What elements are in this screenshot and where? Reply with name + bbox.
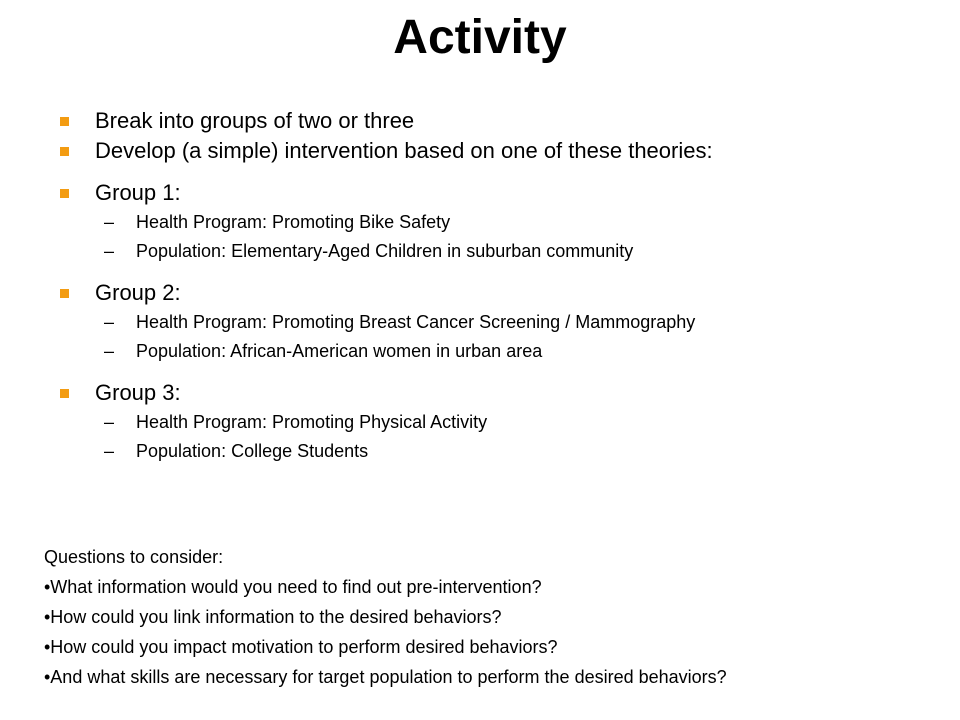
dash-bullet: – [104,212,115,232]
sub-list-item [60,337,940,366]
square-bullet-icon [60,147,69,156]
slide-title: Activity [393,11,567,64]
square-bullet-icon [60,389,69,398]
questions-heading: Questions to consider: [44,547,224,567]
dash-bullet: – [104,312,115,332]
questions-box [44,542,924,692]
sub-list-item [60,408,940,437]
group-population: Population: African-American women in urban area [136,341,543,361]
group-label: Group 1: [95,180,181,205]
group-program: Health Program: Promoting Breast Cancer Screening / Mammography [136,312,696,332]
group-heading [60,278,940,308]
dash-bullet: – [104,341,115,361]
question-item: •How could you link information to the desired behaviors? [44,607,502,627]
group-label: Group 3: [95,380,181,405]
group-label: Group 2: [95,280,181,305]
square-bullet-icon [60,117,69,126]
dash-bullet: – [104,241,115,261]
question-item: •And what skills are necessary for target population to perform the desired behaviors? [44,667,727,687]
square-bullet-icon [60,189,69,198]
group-program: Health Program: Promoting Bike Safety [136,212,451,232]
question-item: •How could you impact motivation to perform desired behaviors? [44,637,558,657]
list-item [60,106,940,136]
list-item [60,136,940,166]
sub-list-item [60,437,940,466]
sub-list-item [60,308,940,337]
group-population: Population: College Students [136,441,369,461]
group-population: Population: Elementary-Aged Children in suburban community [136,241,634,261]
group-heading [60,378,940,408]
bullet-text: Develop (a simple) intervention based on one of these theories: [95,138,713,163]
dash-bullet: – [104,441,115,461]
question-item: •What information would you need to find out pre-intervention? [44,577,542,597]
group-program: Health Program: Promoting Physical Activity [136,412,488,432]
sub-list-item [60,237,940,266]
dash-bullet: – [104,412,115,432]
bullet-text: Break into groups of two or three [95,108,415,133]
group-heading [60,178,940,208]
sub-list-item [60,208,940,237]
square-bullet-icon [60,289,69,298]
bullet-list [60,106,940,466]
